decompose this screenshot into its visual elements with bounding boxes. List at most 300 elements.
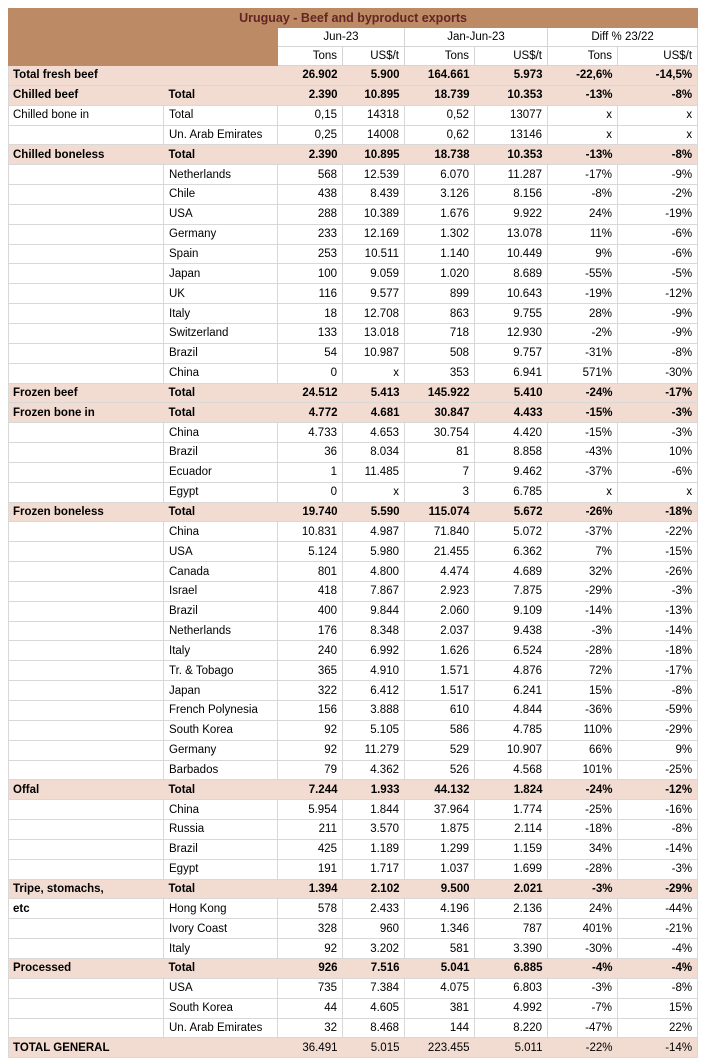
value-cell: 30.754 <box>405 423 475 443</box>
value-cell: -8% <box>618 820 698 840</box>
value-cell: 21.455 <box>405 542 475 562</box>
value-cell: 15% <box>548 681 618 701</box>
value-cell: -7% <box>548 998 618 1018</box>
value-cell: 6.070 <box>405 165 475 185</box>
label-cell: Total <box>164 502 278 522</box>
value-cell: 5.015 <box>343 1038 405 1058</box>
value-cell: 18.739 <box>405 85 475 105</box>
category-cell <box>9 363 164 383</box>
title-row <box>9 9 698 28</box>
value-cell: 92 <box>278 939 343 959</box>
value-cell: 610 <box>405 701 475 721</box>
value-cell: -37% <box>548 522 618 542</box>
value-cell: 240 <box>278 641 343 661</box>
table-row <box>9 1018 698 1038</box>
label-cell: Russia <box>164 820 278 840</box>
value-cell: 9.757 <box>475 343 548 363</box>
value-cell: -22% <box>618 522 698 542</box>
label-cell: China <box>164 522 278 542</box>
value-cell: 787 <box>475 919 548 939</box>
label-cell: Un. Arab Emirates <box>164 1018 278 1038</box>
value-cell: 44.132 <box>405 780 475 800</box>
value-cell: 223.455 <box>405 1038 475 1058</box>
table-row <box>9 581 698 601</box>
category-cell <box>9 125 164 145</box>
value-cell: 4.420 <box>475 423 548 443</box>
label-cell: French Polynesia <box>164 701 278 721</box>
value-cell: -36% <box>548 701 618 721</box>
table-row <box>9 363 698 383</box>
header-usdt-janjun: US$/t <box>475 47 548 66</box>
value-cell: -21% <box>618 919 698 939</box>
value-cell: 735 <box>278 978 343 998</box>
value-cell: 1.676 <box>405 204 475 224</box>
value-cell: 571% <box>548 363 618 383</box>
header-tons-jun: Tons <box>278 47 343 66</box>
value-cell: 9% <box>548 244 618 264</box>
value-cell: 578 <box>278 899 343 919</box>
value-cell: 1.774 <box>475 800 548 820</box>
category-cell: Chilled beef <box>9 85 164 105</box>
value-cell: 6.241 <box>475 681 548 701</box>
value-cell: 9.500 <box>405 879 475 899</box>
category-cell: Total fresh beef <box>9 66 164 86</box>
table-row <box>9 800 698 820</box>
value-cell: 44 <box>278 998 343 1018</box>
label-cell: Total <box>164 958 278 978</box>
value-cell: 0,62 <box>405 125 475 145</box>
value-cell: 156 <box>278 701 343 721</box>
category-cell <box>9 978 164 998</box>
exports-table <box>8 8 698 1058</box>
table-row <box>9 264 698 284</box>
value-cell: 176 <box>278 621 343 641</box>
label-cell: Japan <box>164 264 278 284</box>
value-cell: 288 <box>278 204 343 224</box>
value-cell: 4.800 <box>343 562 405 582</box>
value-cell: 10% <box>618 443 698 463</box>
value-cell: 12.930 <box>475 323 548 343</box>
value-cell: 15% <box>618 998 698 1018</box>
label-cell: Brazil <box>164 601 278 621</box>
sub-header-row <box>9 47 698 66</box>
value-cell: 6.803 <box>475 978 548 998</box>
category-cell: TOTAL GENERAL <box>9 1038 164 1058</box>
header-tons-janjun: Tons <box>405 47 475 66</box>
category-cell: etc <box>9 899 164 919</box>
category-cell <box>9 601 164 621</box>
label-cell: Brazil <box>164 443 278 463</box>
category-cell <box>9 681 164 701</box>
value-cell: 5.011 <box>475 1038 548 1058</box>
header-group-jun23: Jun-23 <box>278 28 405 47</box>
value-cell: 7.867 <box>343 581 405 601</box>
label-cell: USA <box>164 542 278 562</box>
value-cell: 10.643 <box>475 284 548 304</box>
value-cell: 401% <box>548 919 618 939</box>
value-cell: 1.699 <box>475 859 548 879</box>
value-cell: x <box>618 105 698 125</box>
label-cell: Japan <box>164 681 278 701</box>
value-cell: -3% <box>618 403 698 423</box>
header-usdt-diff: US$/t <box>618 47 698 66</box>
category-cell <box>9 224 164 244</box>
label-cell: Israel <box>164 581 278 601</box>
label-cell: Total <box>164 383 278 403</box>
table-row <box>9 244 698 264</box>
value-cell: -14% <box>548 601 618 621</box>
value-cell: 71.840 <box>405 522 475 542</box>
label-cell: Italy <box>164 641 278 661</box>
category-cell <box>9 264 164 284</box>
table-row <box>9 681 698 701</box>
value-cell: 2.037 <box>405 621 475 641</box>
value-cell: 3.888 <box>343 701 405 721</box>
value-cell: 353 <box>405 363 475 383</box>
value-cell: 12.708 <box>343 304 405 324</box>
value-cell: 101% <box>548 760 618 780</box>
value-cell: 438 <box>278 185 343 205</box>
table-row <box>9 661 698 681</box>
value-cell: 5.072 <box>475 522 548 542</box>
value-cell: 5.900 <box>343 66 405 86</box>
value-cell: -8% <box>618 681 698 701</box>
table-row <box>9 740 698 760</box>
table-row <box>9 522 698 542</box>
value-cell: -43% <box>548 443 618 463</box>
value-cell: 133 <box>278 323 343 343</box>
value-cell: 1.875 <box>405 820 475 840</box>
label-cell: Hong Kong <box>164 899 278 919</box>
table-row <box>9 502 698 522</box>
value-cell: 9.059 <box>343 264 405 284</box>
table-row <box>9 343 698 363</box>
table-row <box>9 224 698 244</box>
category-cell <box>9 820 164 840</box>
value-cell: 5.410 <box>475 383 548 403</box>
value-cell: 8.468 <box>343 1018 405 1038</box>
value-cell: 1.933 <box>343 780 405 800</box>
value-cell: 14318 <box>343 105 405 125</box>
value-cell: 1.037 <box>405 859 475 879</box>
category-cell <box>9 542 164 562</box>
category-cell <box>9 760 164 780</box>
label-cell: Tr. & Tobago <box>164 661 278 681</box>
value-cell: 5.672 <box>475 502 548 522</box>
value-cell: 12.169 <box>343 224 405 244</box>
value-cell: -19% <box>618 204 698 224</box>
value-cell: 8.858 <box>475 443 548 463</box>
category-cell: Frozen boneless <box>9 502 164 522</box>
label-cell: South Korea <box>164 998 278 1018</box>
value-cell: 0 <box>278 482 343 502</box>
table-row <box>9 899 698 919</box>
value-cell: 2.102 <box>343 879 405 899</box>
table-row <box>9 66 698 86</box>
table-row <box>9 185 698 205</box>
value-cell: 79 <box>278 760 343 780</box>
label-cell: Egypt <box>164 482 278 502</box>
table-row <box>9 978 698 998</box>
value-cell: 110% <box>548 720 618 740</box>
header-group-janjun23: Jan-Jun-23 <box>405 28 548 47</box>
category-cell: Chilled bone in <box>9 105 164 125</box>
value-cell: -4% <box>618 939 698 959</box>
value-cell: 8.348 <box>343 621 405 641</box>
value-cell: 0,52 <box>405 105 475 125</box>
value-cell: -29% <box>548 581 618 601</box>
value-cell: 8.034 <box>343 443 405 463</box>
value-cell: 144 <box>405 1018 475 1038</box>
category-cell <box>9 1018 164 1038</box>
value-cell: 4.362 <box>343 760 405 780</box>
value-cell: -8% <box>618 145 698 165</box>
value-cell: 11.485 <box>343 462 405 482</box>
value-cell: -28% <box>548 641 618 661</box>
value-cell: x <box>343 482 405 502</box>
value-cell: -18% <box>618 502 698 522</box>
value-cell: 2.136 <box>475 899 548 919</box>
value-cell: 529 <box>405 740 475 760</box>
label-cell: Total <box>164 879 278 899</box>
value-cell: 100 <box>278 264 343 284</box>
label-cell <box>164 66 278 86</box>
value-cell: 4.844 <box>475 701 548 721</box>
value-cell: -2% <box>548 323 618 343</box>
label-cell: Total <box>164 145 278 165</box>
value-cell: 2.390 <box>278 85 343 105</box>
value-cell: 10.353 <box>475 145 548 165</box>
table-row <box>9 939 698 959</box>
label-cell: Brazil <box>164 839 278 859</box>
category-cell <box>9 165 164 185</box>
value-cell: -3% <box>618 859 698 879</box>
category-cell <box>9 522 164 542</box>
value-cell: 24.512 <box>278 383 343 403</box>
value-cell: -3% <box>618 581 698 601</box>
value-cell: 322 <box>278 681 343 701</box>
category-cell <box>9 343 164 363</box>
value-cell: -37% <box>548 462 618 482</box>
value-cell: 10.511 <box>343 244 405 264</box>
value-cell: 32% <box>548 562 618 582</box>
value-cell: 13146 <box>475 125 548 145</box>
table-row <box>9 145 698 165</box>
value-cell: -14% <box>618 839 698 859</box>
value-cell: 66% <box>548 740 618 760</box>
value-cell: 7.244 <box>278 780 343 800</box>
category-cell: Tripe, stomachs, <box>9 879 164 899</box>
value-cell: 191 <box>278 859 343 879</box>
table-row <box>9 542 698 562</box>
value-cell: -29% <box>618 720 698 740</box>
category-cell <box>9 581 164 601</box>
label-cell: South Korea <box>164 720 278 740</box>
value-cell: 5.590 <box>343 502 405 522</box>
value-cell: 3.390 <box>475 939 548 959</box>
value-cell: 9.922 <box>475 204 548 224</box>
value-cell: 3.126 <box>405 185 475 205</box>
header-tons-diff: Tons <box>548 47 618 66</box>
value-cell: -12% <box>618 284 698 304</box>
value-cell: 5.041 <box>405 958 475 978</box>
value-cell: 381 <box>405 998 475 1018</box>
category-cell <box>9 244 164 264</box>
label-cell: Netherlands <box>164 621 278 641</box>
value-cell: 19.740 <box>278 502 343 522</box>
table-row <box>9 998 698 1018</box>
value-cell: 1.159 <box>475 839 548 859</box>
category-cell <box>9 204 164 224</box>
label-cell: Barbados <box>164 760 278 780</box>
header-corner-block <box>9 47 278 66</box>
value-cell: 1.189 <box>343 839 405 859</box>
value-cell: -2% <box>618 185 698 205</box>
value-cell: 7.516 <box>343 958 405 978</box>
value-cell: 6.412 <box>343 681 405 701</box>
value-cell: 581 <box>405 939 475 959</box>
category-cell <box>9 443 164 463</box>
value-cell: 211 <box>278 820 343 840</box>
value-cell: 115.074 <box>405 502 475 522</box>
value-cell: 1.571 <box>405 661 475 681</box>
table-row <box>9 105 698 125</box>
table-row <box>9 879 698 899</box>
value-cell: 0,25 <box>278 125 343 145</box>
value-cell: 13.018 <box>343 323 405 343</box>
category-cell <box>9 304 164 324</box>
value-cell: 13077 <box>475 105 548 125</box>
table-row <box>9 403 698 423</box>
label-cell: Switzerland <box>164 323 278 343</box>
value-cell: -25% <box>548 800 618 820</box>
value-cell: 9.577 <box>343 284 405 304</box>
value-cell: 4.992 <box>475 998 548 1018</box>
value-cell: -59% <box>618 701 698 721</box>
value-cell: 4.910 <box>343 661 405 681</box>
value-cell: 6.992 <box>343 641 405 661</box>
table-row <box>9 919 698 939</box>
value-cell: 7.875 <box>475 581 548 601</box>
value-cell: -8% <box>548 185 618 205</box>
table-row <box>9 284 698 304</box>
value-cell: 6.885 <box>475 958 548 978</box>
value-cell: -24% <box>548 383 618 403</box>
header-group-diff: Diff % 23/22 <box>548 28 698 47</box>
value-cell: 32 <box>278 1018 343 1038</box>
value-cell: -30% <box>548 939 618 959</box>
value-cell: 4.196 <box>405 899 475 919</box>
value-cell: 4.433 <box>475 403 548 423</box>
value-cell: 2.390 <box>278 145 343 165</box>
value-cell: 11.279 <box>343 740 405 760</box>
value-cell: 1.824 <box>475 780 548 800</box>
value-cell: 1.140 <box>405 244 475 264</box>
value-cell: 7% <box>548 542 618 562</box>
table-row <box>9 760 698 780</box>
value-cell: -22% <box>548 1038 618 1058</box>
value-cell: 9.109 <box>475 601 548 621</box>
value-cell: 8.689 <box>475 264 548 284</box>
value-cell: -4% <box>618 958 698 978</box>
table-row <box>9 323 698 343</box>
label-cell: Total <box>164 403 278 423</box>
value-cell: -8% <box>618 343 698 363</box>
category-cell <box>9 323 164 343</box>
value-cell: 10.831 <box>278 522 343 542</box>
category-cell <box>9 462 164 482</box>
value-cell: 328 <box>278 919 343 939</box>
value-cell: 8.156 <box>475 185 548 205</box>
table-row <box>9 304 698 324</box>
category-cell <box>9 562 164 582</box>
value-cell: -6% <box>618 462 698 482</box>
table-row <box>9 204 698 224</box>
category-cell <box>9 720 164 740</box>
value-cell: 863 <box>405 304 475 324</box>
value-cell: 4.474 <box>405 562 475 582</box>
value-cell: 4.689 <box>475 562 548 582</box>
value-cell: 7.384 <box>343 978 405 998</box>
label-cell: Netherlands <box>164 165 278 185</box>
value-cell: 22% <box>618 1018 698 1038</box>
value-cell: 4.075 <box>405 978 475 998</box>
table-row <box>9 958 698 978</box>
category-cell <box>9 859 164 879</box>
value-cell: 8.439 <box>343 185 405 205</box>
value-cell: 5.105 <box>343 720 405 740</box>
value-cell: -47% <box>548 1018 618 1038</box>
value-cell: 4.733 <box>278 423 343 443</box>
value-cell: -9% <box>618 304 698 324</box>
category-cell <box>9 661 164 681</box>
value-cell: 9.438 <box>475 621 548 641</box>
value-cell: 81 <box>405 443 475 463</box>
value-cell: 1.844 <box>343 800 405 820</box>
table-row <box>9 482 698 502</box>
value-cell: 4.876 <box>475 661 548 681</box>
label-cell: USA <box>164 204 278 224</box>
category-cell: Frozen bone in <box>9 403 164 423</box>
value-cell: 11% <box>548 224 618 244</box>
table-row <box>9 125 698 145</box>
value-cell: -6% <box>618 244 698 264</box>
label-cell: China <box>164 423 278 443</box>
value-cell: 28% <box>548 304 618 324</box>
value-cell: 30.847 <box>405 403 475 423</box>
value-cell: 6.524 <box>475 641 548 661</box>
value-cell: 7 <box>405 462 475 482</box>
value-cell: 4.681 <box>343 403 405 423</box>
value-cell: 37.964 <box>405 800 475 820</box>
value-cell: 5.980 <box>343 542 405 562</box>
value-cell: -14% <box>618 621 698 641</box>
value-cell: -3% <box>548 621 618 641</box>
value-cell: -55% <box>548 264 618 284</box>
table-row <box>9 423 698 443</box>
value-cell: 11.287 <box>475 165 548 185</box>
value-cell: 14008 <box>343 125 405 145</box>
value-cell: -8% <box>618 978 698 998</box>
value-cell: 24% <box>548 204 618 224</box>
label-cell: Spain <box>164 244 278 264</box>
value-cell: 26.902 <box>278 66 343 86</box>
value-cell: 1.517 <box>405 681 475 701</box>
category-cell: Processed <box>9 958 164 978</box>
value-cell: 418 <box>278 581 343 601</box>
value-cell: 365 <box>278 661 343 681</box>
value-cell: -9% <box>618 165 698 185</box>
